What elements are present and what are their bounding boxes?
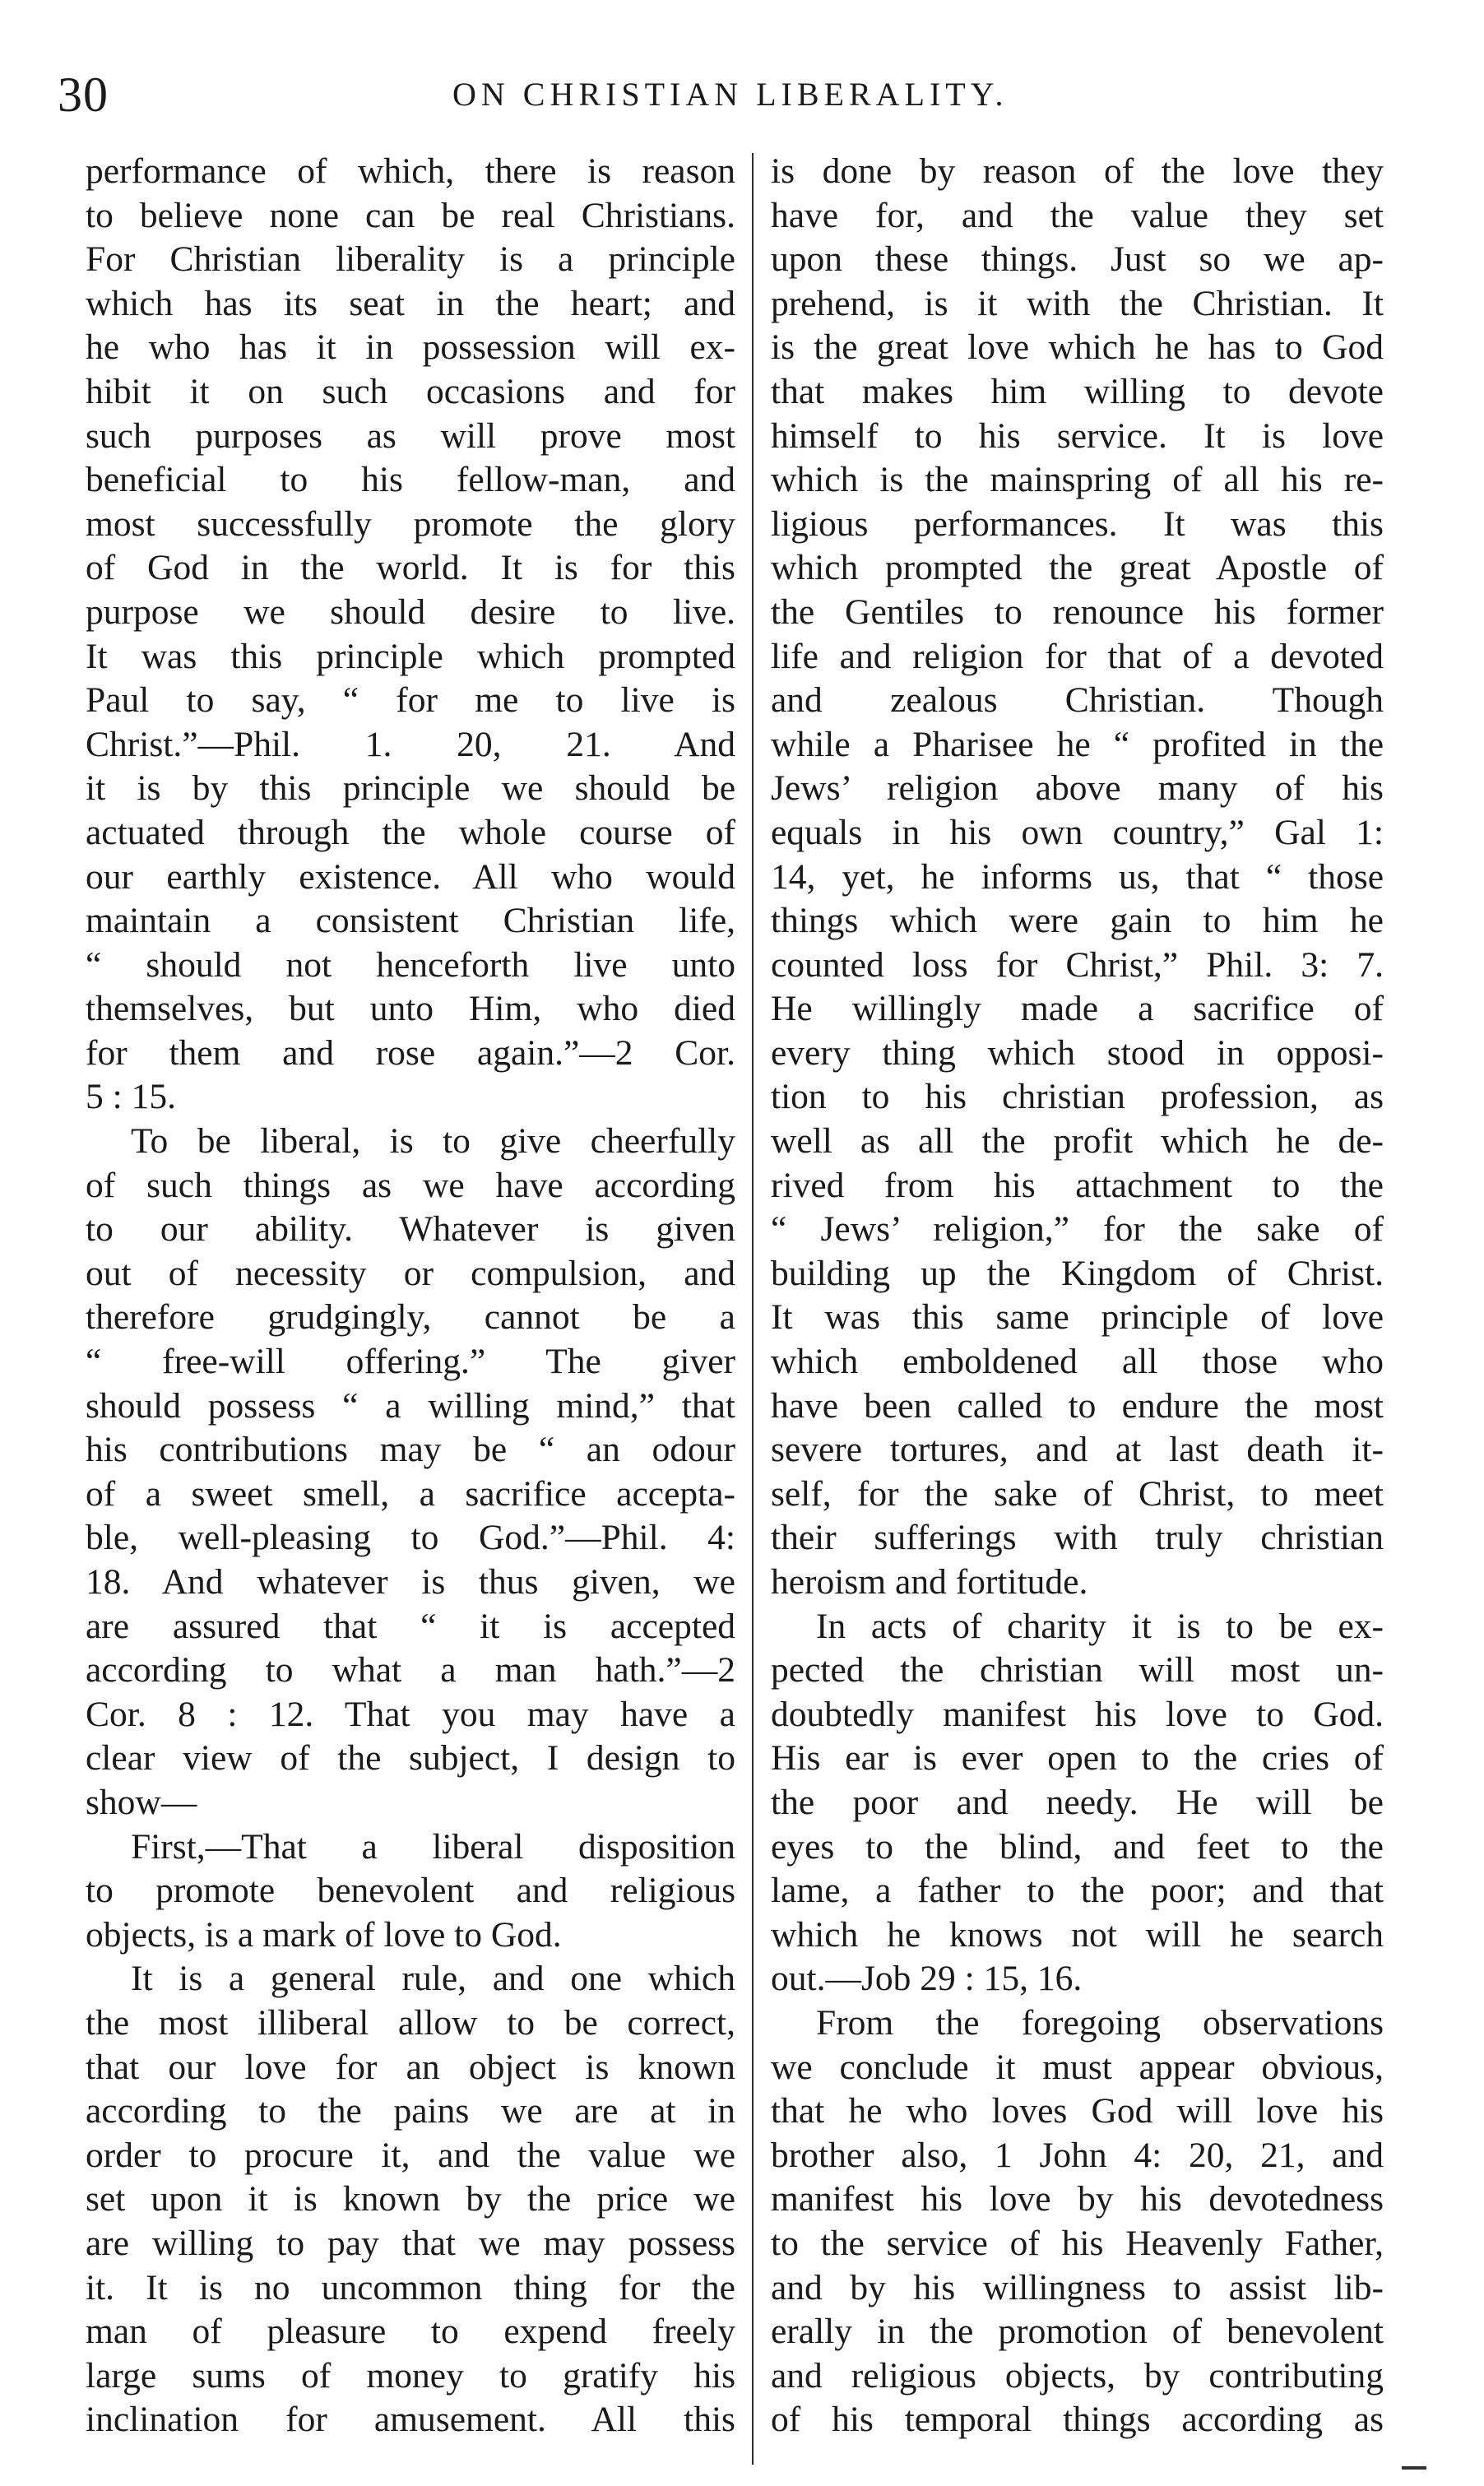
text-line: prehend, is it with the Christian. It bbox=[771, 283, 1384, 323]
text-line: things which were gain to him he bbox=[771, 901, 1384, 941]
text-line: are willing to pay that we may possess bbox=[86, 2223, 735, 2263]
text-line: ligious performances. It was this bbox=[771, 503, 1384, 544]
text-line: objects, is a mark of love to God. bbox=[86, 1914, 562, 1955]
text-line: Paul to say, “ for me to live is bbox=[86, 680, 735, 721]
text-line: to promote benevolent and religious bbox=[86, 1871, 735, 1911]
text-line: well as all the profit which he de- bbox=[771, 1121, 1384, 1162]
text-line: that our love for an object is known bbox=[86, 2047, 735, 2087]
text-line: man of pleasure to expend freely bbox=[86, 2312, 735, 2352]
text-line: severe tortures, and at last death it- bbox=[771, 1430, 1384, 1470]
text-line: heroism and fortitude. bbox=[771, 1562, 1088, 1602]
column-divider bbox=[752, 153, 754, 2465]
text-line: pected the christian will most un- bbox=[771, 1650, 1384, 1691]
text-line: of a sweet smell, a sacrifice accepta- bbox=[86, 1473, 735, 1514]
text-line: 18. And whatever is thus given, we bbox=[86, 1562, 735, 1602]
text-line: themselves, but unto Him, who died bbox=[86, 989, 735, 1029]
text-line: His ear is ever open to the cries of bbox=[771, 1738, 1384, 1779]
text-line: For Christian liberality is a principle bbox=[86, 239, 735, 280]
text-line: are assured that “ it is accepted bbox=[86, 1606, 735, 1646]
text-line: lame, a father to the poor; and that bbox=[771, 1871, 1384, 1911]
text-line: building up the Kingdom of Christ. bbox=[771, 1253, 1384, 1293]
text-line: out.—Job 29 : 15, 16. bbox=[771, 1959, 1083, 1999]
text-line: out of necessity or compulsion, and bbox=[86, 1253, 735, 1293]
text-line: Jews’ religion above many of his bbox=[771, 768, 1384, 809]
text-line: order to procure it, and the value we bbox=[86, 2135, 735, 2175]
text-line: He willingly made a sacrifice of bbox=[771, 989, 1384, 1029]
text-line: according to what a man hath.”—2 bbox=[86, 1650, 735, 1691]
text-line: clear view of the subject, I design to bbox=[86, 1738, 735, 1779]
text-line: “ Jews’ religion,” for the sake of bbox=[771, 1209, 1384, 1250]
text-line: of such things as we have according bbox=[86, 1165, 735, 1205]
page-header bbox=[58, 58, 1398, 132]
text-line: should possess “ a willing mind,” that bbox=[86, 1385, 735, 1426]
text-line: we conclude it must appear obvious, bbox=[771, 2047, 1384, 2087]
right-text-column bbox=[771, 150, 1384, 2442]
text-line: it. It is no uncommon thing for the bbox=[86, 2267, 735, 2307]
text-line: From the foregoing observations bbox=[816, 2002, 1384, 2043]
text-line: self, for the sake of Christ, to meet bbox=[771, 1473, 1384, 1514]
text-line: to our ability. Whatever is given bbox=[86, 1209, 735, 1250]
text-line: brother also, 1 John 4: 20, 21, and bbox=[771, 2135, 1384, 2175]
text-line: which has its seat in the heart; and bbox=[86, 283, 735, 323]
text-line: that he who loves God will love his bbox=[771, 2091, 1384, 2131]
text-line: 5 : 15. bbox=[86, 1077, 176, 1117]
text-line: performance of which, there is reason bbox=[86, 151, 735, 191]
text-line: such purposes as will prove most bbox=[86, 415, 735, 456]
text-line: our earthly existence. All who would bbox=[86, 856, 735, 897]
text-line: have been called to endure the most bbox=[771, 1385, 1384, 1426]
text-line: which he knows not will he search bbox=[771, 1914, 1384, 1955]
text-line: which prompted the great Apostle of bbox=[771, 548, 1384, 588]
left-text-column bbox=[86, 150, 735, 2442]
text-line: eyes to the blind, and feet to the bbox=[771, 1826, 1384, 1867]
text-line: beneficial to his fellow-man, and bbox=[86, 460, 735, 500]
text-line: for them and rose again.”—2 Cor. bbox=[86, 1032, 735, 1073]
text-line: to believe none can be real Christians. bbox=[86, 195, 735, 235]
text-line: the poor and needy. He will be bbox=[771, 1782, 1384, 1822]
text-line: to the service of his Heavenly Father, bbox=[771, 2223, 1384, 2263]
page-edge-mark bbox=[1402, 2466, 1426, 2470]
text-line: and zealous Christian. Though bbox=[771, 680, 1384, 721]
text-line: 14, yet, he informs us, that “ those bbox=[771, 856, 1384, 897]
text-line: inclination for amusement. All this bbox=[86, 2400, 735, 2440]
text-line: it is by this principle we should be bbox=[86, 768, 735, 809]
text-line: manifest his love by his devotedness bbox=[771, 2179, 1384, 2219]
text-line: he who has it in possession will ex- bbox=[86, 327, 735, 368]
text-line: while a Pharisee he “ profited in the bbox=[771, 724, 1384, 764]
text-line: tion to his christian profession, as bbox=[771, 1077, 1384, 1117]
page-number: 30 bbox=[58, 67, 109, 122]
text-line: To be liberal, is to give cheerfully bbox=[131, 1121, 735, 1162]
text-line: is the great love which he has to God bbox=[771, 327, 1384, 368]
text-line: have for, and the value they set bbox=[771, 195, 1384, 235]
text-line: hibit it on such occasions and for bbox=[86, 371, 735, 411]
text-line: most successfully promote the glory bbox=[86, 503, 735, 544]
text-line: In acts of charity it is to be ex- bbox=[816, 1606, 1384, 1646]
text-line: It was this principle which prompted bbox=[86, 636, 735, 676]
text-line: according to the pains we are at in bbox=[86, 2091, 735, 2131]
text-line: upon these things. Just so we ap- bbox=[771, 239, 1384, 280]
text-line: ble, well-pleasing to God.”—Phil. 4: bbox=[86, 1518, 735, 1558]
text-line: set upon it is known by the price we bbox=[86, 2179, 735, 2219]
text-line: the most illiberal allow to be correct, bbox=[86, 2002, 735, 2043]
text-line: It was this same principle of love bbox=[771, 1297, 1384, 1338]
text-line: counted loss for Christ,” Phil. 3: 7. bbox=[771, 944, 1384, 985]
text-line: and religious objects, by contributing bbox=[771, 2355, 1384, 2396]
text-line: equals in his own country,” Gal 1: bbox=[771, 812, 1384, 852]
text-line: of God in the world. It is for this bbox=[86, 548, 735, 588]
text-line: is done by reason of the love they bbox=[771, 151, 1384, 191]
text-line: “ free-will offering.” The giver bbox=[86, 1342, 735, 1382]
text-line: erally in the promotion of benevolent bbox=[771, 2312, 1384, 2352]
text-line: of his temporal things according as bbox=[771, 2400, 1384, 2440]
text-line: actuated through the whole course of bbox=[86, 812, 735, 852]
text-line: which is the mainspring of all his re- bbox=[771, 460, 1384, 500]
text-line: purpose we should desire to live. bbox=[86, 591, 735, 632]
text-line: rived from his attachment to the bbox=[771, 1165, 1384, 1205]
text-line: and by his willingness to assist lib- bbox=[771, 2267, 1384, 2307]
text-line: the Gentiles to renounce his former bbox=[771, 591, 1384, 632]
text-line: It is a general rule, and one which bbox=[131, 1959, 735, 1999]
text-line: Cor. 8 : 12. That you may have a bbox=[86, 1694, 735, 1734]
text-line: himself to his service. It is love bbox=[771, 415, 1384, 456]
text-line: First,—That a liberal disposition bbox=[131, 1826, 735, 1867]
text-line: his contributions may be “ an odour bbox=[86, 1430, 735, 1470]
text-line: show— bbox=[86, 1782, 197, 1822]
text-line: therefore grudgingly, cannot be a bbox=[86, 1297, 735, 1338]
text-line: large sums of money to gratify his bbox=[86, 2355, 735, 2396]
text-line: Christ.”—Phil. 1. 20, 21. And bbox=[86, 724, 735, 764]
text-line: maintain a consistent Christian life, bbox=[86, 901, 735, 941]
running-title: ON CHRISTIAN LIBERALITY. bbox=[452, 76, 1009, 113]
text-line: their sufferings with truly christian bbox=[771, 1518, 1384, 1558]
text-line: “ should not henceforth live unto bbox=[86, 944, 735, 985]
text-line: doubtedly manifest his love to God. bbox=[771, 1694, 1384, 1734]
text-line: life and religion for that of a devoted bbox=[771, 636, 1384, 676]
text-line: that makes him willing to devote bbox=[771, 371, 1384, 411]
text-line: which emboldened all those who bbox=[771, 1342, 1384, 1382]
text-line: every thing which stood in opposi- bbox=[771, 1032, 1384, 1073]
